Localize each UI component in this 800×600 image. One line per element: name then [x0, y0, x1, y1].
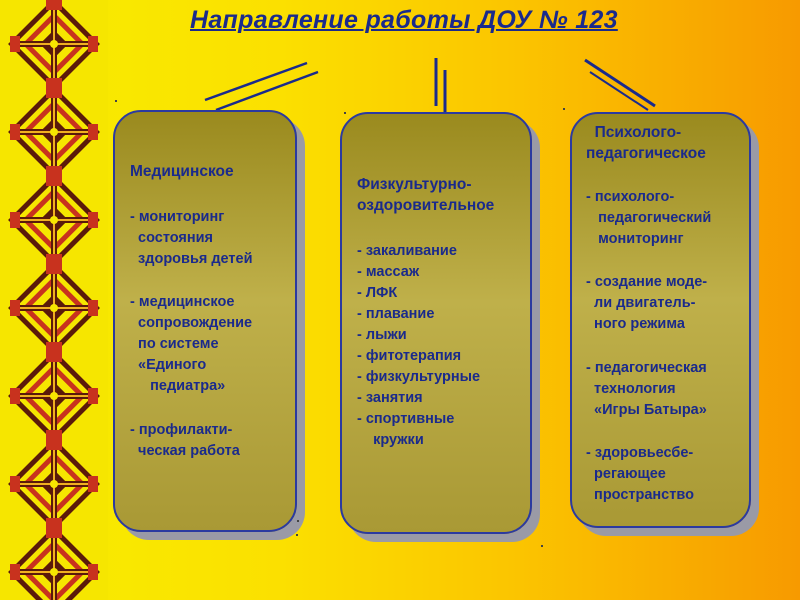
physical-heading: Физкультурно- оздоровительное — [357, 176, 495, 214]
decor-dot — [296, 534, 298, 536]
psych-item: - психолого- педагогический мониторинг — [586, 189, 712, 247]
psych-item: - создание моде- ли двигатель- ного режима — [586, 274, 708, 332]
ornament-border — [0, 0, 108, 600]
medical-item: - мониторинг состояния здоровья детей — [130, 209, 253, 267]
page-title: Направление работы ДОУ № 123 — [190, 6, 618, 34]
decor-dot — [563, 108, 565, 110]
psych-item: - здоровьесбе- регающее пространство — [586, 445, 694, 503]
psych-item: - педагогическая технология «Игры Батыра» — [586, 360, 707, 418]
medical-item: - медицинское сопровождение по системе «Единого педиатра» — [130, 294, 253, 394]
decor-dot — [541, 545, 543, 547]
medical-item: - профилакти- ческая работа — [130, 422, 240, 459]
physical-item: - закаливание - массаж - ЛФК - плавание - лыжи - фитотерапия - физкультурные - занятия - спортивные кружки — [357, 243, 481, 448]
medical-heading: Медицинское — [130, 163, 234, 180]
decor-dot — [297, 520, 299, 522]
psych-heading: Психолого- педагогическое — [586, 124, 706, 162]
decor-dot — [344, 112, 346, 114]
decor-dot — [115, 100, 117, 102]
